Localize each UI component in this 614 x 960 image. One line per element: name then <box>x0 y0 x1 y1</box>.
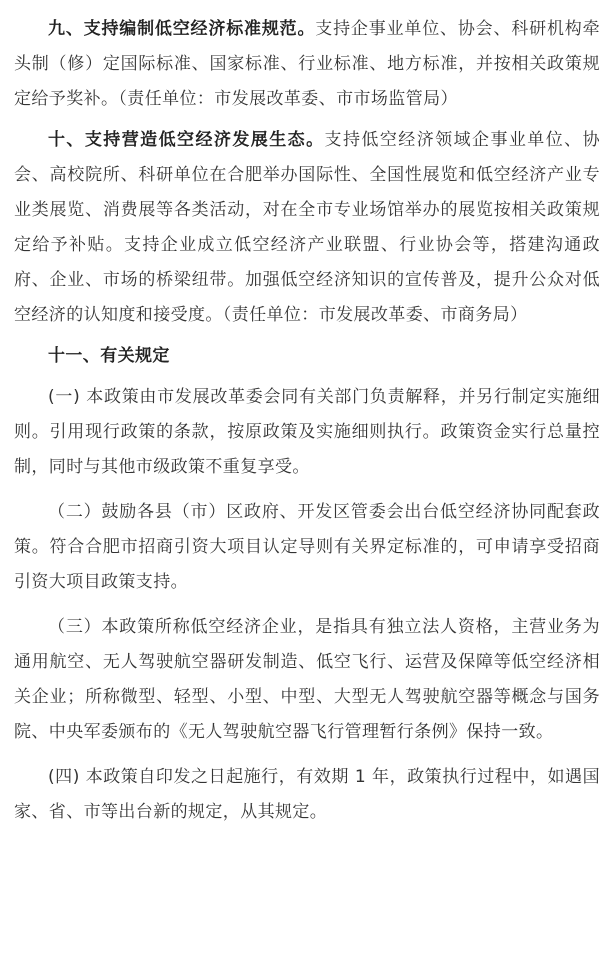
section-11-item-2: （二）鼓励各县（市）区政府、开发区管委会出台低空经济协同配套政策。符合合肥市招商引资大项目认定导则有关界定标准的，可申请享受招商引资大项目政策支持。 <box>14 502 600 592</box>
section-10-body: 支持低空经济领域企事业单位、协会、高校院所、科研单位在合肥举办国际性、全国性展览和低空经济产业专业类展览、消费展等各类活动，对在全市专业场馆举办的展览按相关政策规定给予补贴。支持企业成立低空经济产业联盟、行业协会等，搭建沟通政府、企业、市场的桥梁纽带。加强低空经济知识的宣传普及，提升公众对低空经济的认知度和接受度。（责任单位：市发展改革委、市商务局） <box>14 130 601 325</box>
section-11-item-4: (四) 本政策自印发之日起施行，有效期 1 年，政策执行过程中，如遇国家、省、市等出台新的规定，从其规定。 <box>14 767 600 822</box>
section-9-heading: 九、支持编制低空经济标准规范。 <box>48 19 316 39</box>
section-11-item-3: （三）本政策所称低空经济企业，是指具有独立法人资格，主营业务为通用航空、无人驾驶航空器研发制造、低空飞行、运营及保障等低空经济相关企业；所称微型、轻型、小型、中型、大型无人驾驶航空器等概念与国务院、中央军委颁布的《无人驾驶航空器飞行管理暂行条例》保持一致。 <box>14 617 600 742</box>
section-10-heading: 十、支持营造低空经济发展生态。 <box>48 130 325 150</box>
section-10-paragraph <box>14 123 600 333</box>
section-11-heading: 十一、有关规定 <box>48 346 170 366</box>
section-11-item-1: (一) 本政策由市发展改革委会同有关部门负责解释，并另行制定实施细则。引用现行政策的条款，按原政策及实施细则执行。政策资金实行总量控制，同时与其他市级政策不重复享受。 <box>14 387 600 477</box>
section-9-paragraph <box>14 12 600 117</box>
section-9-body: 支持企事业单位、协会、科研机构牵头制（修）定国际标准、国家标准、行业标准、地方标准，并按相关政策规定给予奖补。（责任单位：市发展改革委、市市场监管局） <box>14 19 600 109</box>
